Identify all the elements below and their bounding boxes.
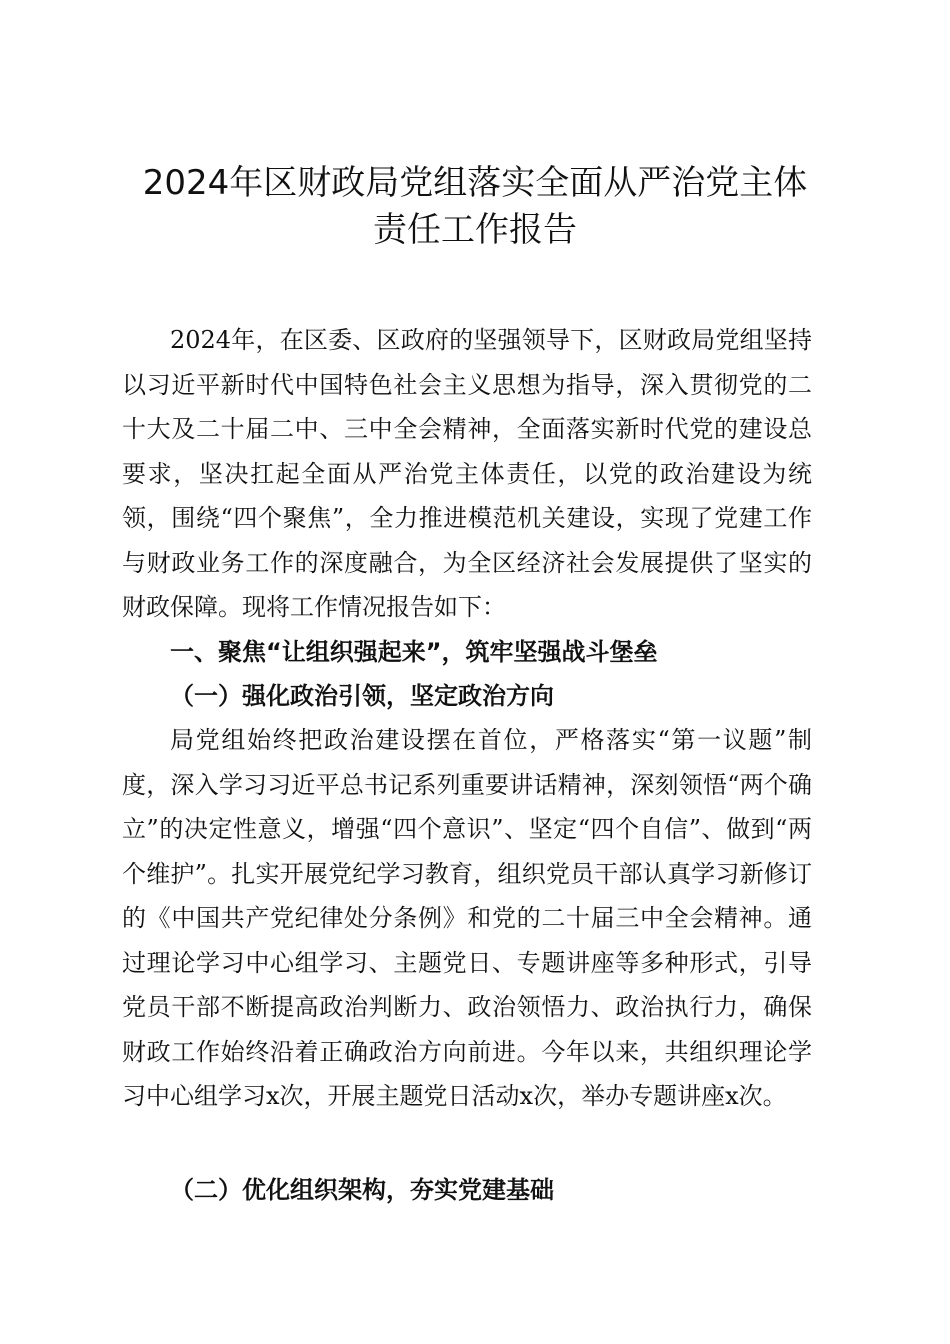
subsection-2-heading: （二）优化组织架构，夯实党建基础 [170,1176,554,1204]
section-1-heading: 一、聚焦“让组织强起来”，筑牢坚强战斗堡垒 [170,638,658,666]
subsection-1-heading: （一）强化政治引领，坚定政治方向 [170,682,554,710]
intro-paragraph: 2024年，在区委、区政府的坚强领导下，区财政局党组坚持以习近平新时代中国特色社会主义思想为指导，深入贯彻党的二十大及二十届二中、三中全会精神，全面落实新时代党的建设总要求，坚决扛起全面从严治党主体责任，以党的政治建设为统领，围绕“四个聚焦”，全力推进模范机关建设，实现了党建工作与财政业务工作的深度融合，为全区经济社会发展提供了坚实的财政保障。现将工作情况报告如下： [122,326,812,621]
document-title-line-2: 责任工作报告 [373,210,577,250]
document-title-line-1: 2024年区财政局党组落实全面从严治党主体 [142,163,808,203]
subsection-1-paragraph: 局党组始终把政治建设摆在首位，严格落实“第一议题”制度，深入学习习近平总书记系列重要讲话精神，深刻领悟“两个确立”的决定性意义，增强“四个意识”、坚定“四个自信”、做到“两个维护”。扎实开展党纪学习教育，组织党员干部认真学习新修订的《中国共产党纪律处分条例》和党的二十届三中全会精神。通过理论学习中心组学习、主题党日、专题讲座等多种形式，引导党员干部不断提高政治判断力、政治领悟力、政治执行力，确保财政工作始终沿着正确政治方向前进。今年以来，共组织理论学习中心组学习x次，开展主题党日活动x次，举办专题讲座x次。 [122,726,812,1110]
